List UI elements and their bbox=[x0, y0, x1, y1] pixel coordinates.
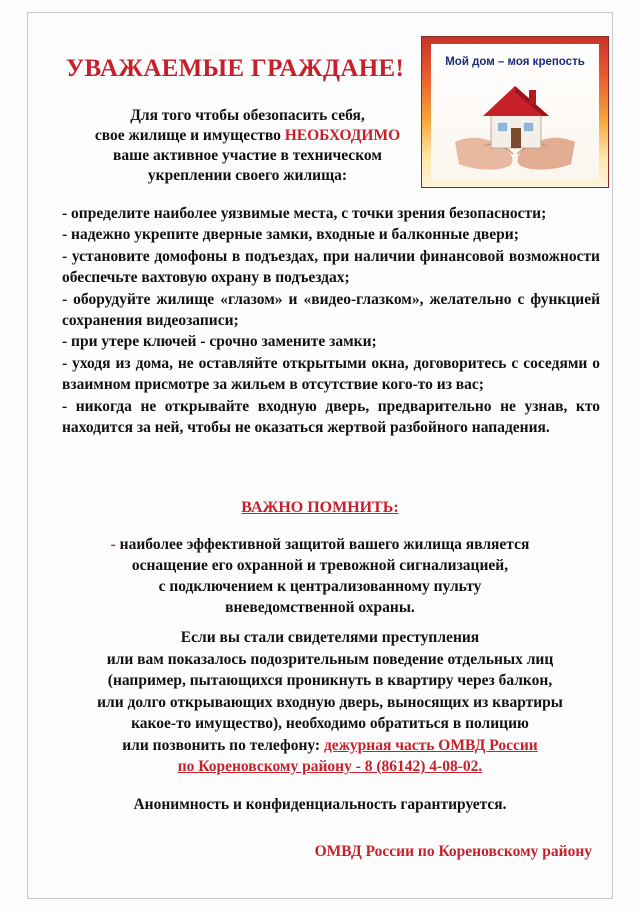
intro-line: укреплении своего жилища: bbox=[147, 167, 348, 184]
important-dash: - bbox=[110, 536, 116, 553]
intro-line: Для того чтобы обезопасить себя, bbox=[130, 107, 365, 124]
logo-inner-panel bbox=[431, 44, 599, 180]
contact-line bbox=[60, 756, 600, 778]
intro-text-fragment: свое жилище и имущество bbox=[94, 127, 285, 144]
list-item: - уходя из дома, не оставляйте открытыми окна, договоритесь с соседями о взаимном присмотре за жильем в отсутствие кого-то из вас; bbox=[62, 354, 600, 394]
list-item: - при утере ключей - срочно замените замки; bbox=[62, 333, 377, 351]
important-line: вневедомственной охраны. bbox=[225, 599, 415, 616]
list-item: - установите домофоны в подъездах, при наличии финансовой возможности обеспечьте вахтовую охрану в подъездах; bbox=[62, 247, 600, 287]
important-line bbox=[70, 534, 570, 555]
house-in-hands-icon bbox=[453, 72, 577, 176]
list-item: - надежно укрепите дверные замки, входные и балконные двери; bbox=[62, 226, 519, 244]
important-line: оснащение его охранной и тревожной сигнализацией, bbox=[131, 557, 509, 574]
intro-line: ваше активное участие в техническом bbox=[113, 147, 382, 164]
contact-line: (например, пытающихся проникнуть в квартиру через балкон, bbox=[107, 672, 553, 689]
signature: ОМВД России по Кореновскому району bbox=[314, 843, 592, 860]
contact-line bbox=[60, 735, 600, 757]
important-text-fragment: наиболее эффективной защитой вашего жилища является bbox=[115, 536, 530, 553]
duty-unit-name: дежурная часть ОМВД России bbox=[323, 736, 538, 754]
contact-text bbox=[60, 627, 600, 778]
recommendations-list bbox=[62, 203, 600, 438]
intro-line bbox=[70, 126, 425, 146]
contact-text-fragment: или позвонить по телефону: bbox=[122, 736, 324, 754]
logo-caption: Мой дом – моя крепость bbox=[445, 56, 585, 68]
list-item: - оборудуйте жилище «глазом» и «видео-глазком», желательно с функцией сохранения видеозаписи; bbox=[62, 290, 600, 330]
list-item: - определите наиболее уязвимые места, с точки зрения безопасности; bbox=[62, 205, 547, 222]
contact-line: или долго открывающих входную дверь, выносящих из квартиры bbox=[97, 693, 563, 711]
intro-text bbox=[70, 106, 425, 186]
list-item: - никогда не открывайте входную дверь, предварительно не узнав, кто находится за ней, чтобы не оказаться жертвой разбойного нападения. bbox=[62, 397, 600, 437]
important-heading: ВАЖНО ПОМНИТЬ: bbox=[241, 499, 399, 516]
contact-line: какое-то имущество), необходимо обратиться в полицию bbox=[131, 715, 529, 732]
important-line: с подключением к централизованному пульту bbox=[158, 578, 482, 595]
page-title: УВАЖАЕМЫЕ ГРАЖДАНЕ! bbox=[65, 55, 405, 82]
contact-line: или вам показалось подозрительным поведение отдельных лиц bbox=[106, 650, 554, 668]
intro-emphasis: НЕОБХОДИМО bbox=[284, 127, 401, 144]
logo-image bbox=[421, 36, 609, 188]
phone-number: по Кореновскому району - 8 (86142) 4-08-02. bbox=[177, 758, 483, 775]
contact-line: Если вы стали свидетелями преступления bbox=[180, 629, 480, 646]
anonymity-note: Анонимность и конфиденциальность гарантируется. bbox=[133, 796, 507, 813]
important-text bbox=[70, 534, 570, 618]
